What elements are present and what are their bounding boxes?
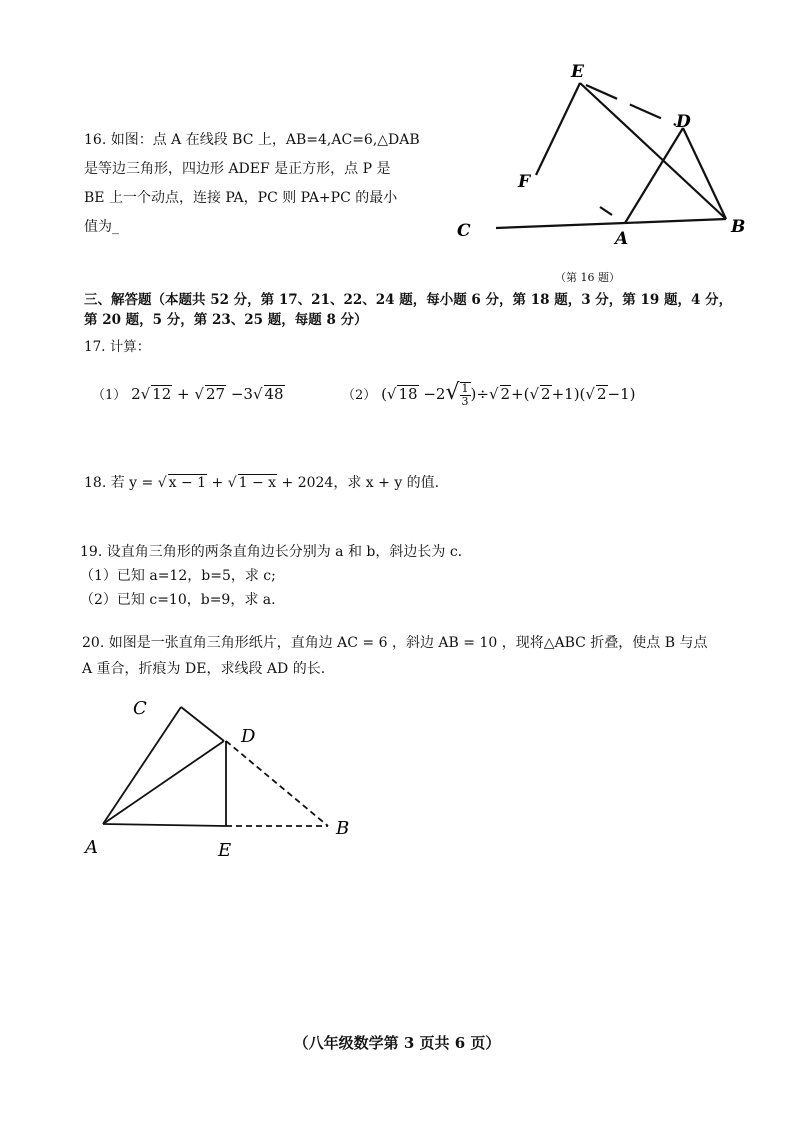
q19-line-2: （1）已知 a=12，b=5，求 c; <box>80 568 276 584</box>
segment-CA <box>496 223 625 228</box>
q20-line-1: 20. 如图是一张直角三角形纸片，直角边 AC = 6 ，斜边 AB = 10 ，现将△ABC 折叠，使点 B 与点 <box>82 635 708 651</box>
q18-plus: + <box>207 475 228 491</box>
q18-radicand-2: 1 − x <box>238 475 277 491</box>
q17-2-mid: +1)( <box>551 385 586 403</box>
section-3-line-1: 三、解答题（本题共 52 分，第 17、21、22、24 题，每小题 6 分，第 18 题，3 分，第 19 题，4 分， <box>84 292 733 308</box>
segment-DA <box>625 128 683 223</box>
q17-1-radicand-3: 48 <box>264 385 284 403</box>
q17-1-op-2: −3 <box>230 385 253 403</box>
q17-2-radicand-1: 18 <box>398 385 418 403</box>
segment-ED-dashed <box>586 85 676 125</box>
section-3-line-2: 第 20 题，5 分，第 23、25 题，每题 8 分） <box>84 312 368 328</box>
q16-line-4: 值为_ <box>84 219 119 235</box>
segment-EF <box>536 83 580 175</box>
segment-CD <box>181 707 224 741</box>
q17-1-op-1: + <box>177 385 190 403</box>
segment-DB-dashed <box>226 741 328 826</box>
label-E: E <box>218 840 232 861</box>
q17-1-coef: 2 <box>131 385 141 403</box>
q17-2-radicand-3: 2 <box>541 385 551 403</box>
q16-figure <box>440 55 770 255</box>
q17-2-close: )÷ <box>470 385 489 403</box>
label-C: C <box>457 221 471 241</box>
q18-radicand-1: x − 1 <box>168 475 207 491</box>
q17-2-radicand-4: 2 <box>596 385 607 403</box>
q20-line-2: A 重合，折痕为 DE，求线段 AD 的长. <box>82 661 326 677</box>
q17-2-radicand-2: 2 <box>500 385 511 403</box>
q18-post: + 2024，求 x + y 的值. <box>277 475 440 491</box>
q17-part-2: （2） (√ 18 −2√ $\frac{1}{3}$ )÷√ 2+(√ 2+1)(√ 2−1) <box>342 380 636 408</box>
page-footer: （八年级数学第 3 页共 6 页） <box>293 1034 501 1052</box>
q17-2-fraction <box>460 382 471 408</box>
q17-2-open: ( <box>381 385 387 403</box>
segment-AD <box>103 741 224 824</box>
q17-2-minus: −2 <box>423 385 446 403</box>
label-C: C <box>133 698 147 719</box>
q17-1-label: （1） <box>92 388 127 403</box>
segment-AB <box>625 219 726 223</box>
q18-pre: 18. 若 y = <box>84 475 158 491</box>
q17-2-end: −1) <box>607 385 636 403</box>
question-18: 18. 若 y = √ x − 1 + √ 1 − x + 2024，求 x + y 的值. <box>84 475 440 491</box>
q17-2-plus-open: +( <box>511 385 530 403</box>
q19-line-3: （2）已知 c=10，b=9，求 a. <box>80 592 276 608</box>
segment-AE <box>103 824 226 826</box>
q17-1-radicand-1: 12 <box>152 385 172 403</box>
label-B: B <box>731 217 746 237</box>
q17-2-num: 1 <box>461 382 469 395</box>
q16-caption: （第 16 题） <box>555 271 620 284</box>
segment-EB <box>580 83 726 219</box>
question-19 <box>80 540 462 612</box>
label-A: A <box>615 229 629 249</box>
q19-line-1: 19. 设直角三角形的两条直角边长分别为 a 和 b，斜边长为 c. <box>80 544 463 560</box>
label-F: F <box>518 172 531 192</box>
label-E: E <box>571 62 584 82</box>
q20-figure <box>80 690 380 870</box>
label-D: D <box>676 112 691 132</box>
question-20 <box>82 630 782 682</box>
q16-line-3: BE 上一个动点，连接 PA，PC 则 PA+PC 的最小 <box>84 190 398 206</box>
q17-part-1: （1） 2√ 12 + √ 27 −3√ 48 <box>92 385 284 403</box>
label-A: A <box>85 837 98 858</box>
q16-line-2: 是等边三角形，四边形 ADEF 是正方形，点 P 是 <box>84 161 391 177</box>
q16-line-1: 16. 如图：点 A 在线段 BC 上，AB=4,AC=6,△DAB <box>84 132 420 148</box>
segment-FA-fragment <box>600 207 612 215</box>
q17-title: 17. 计算： <box>84 339 151 355</box>
q17-1-radicand-2: 27 <box>205 385 226 403</box>
label-D: D <box>241 726 256 747</box>
question-16-text <box>84 126 424 242</box>
segment-CA <box>103 707 181 824</box>
q17-2-den: 3 <box>461 395 469 408</box>
section-3-heading <box>84 290 784 330</box>
q17-2-label: （2） <box>342 388 377 403</box>
segment-DB <box>683 128 726 219</box>
label-B: B <box>336 818 350 839</box>
